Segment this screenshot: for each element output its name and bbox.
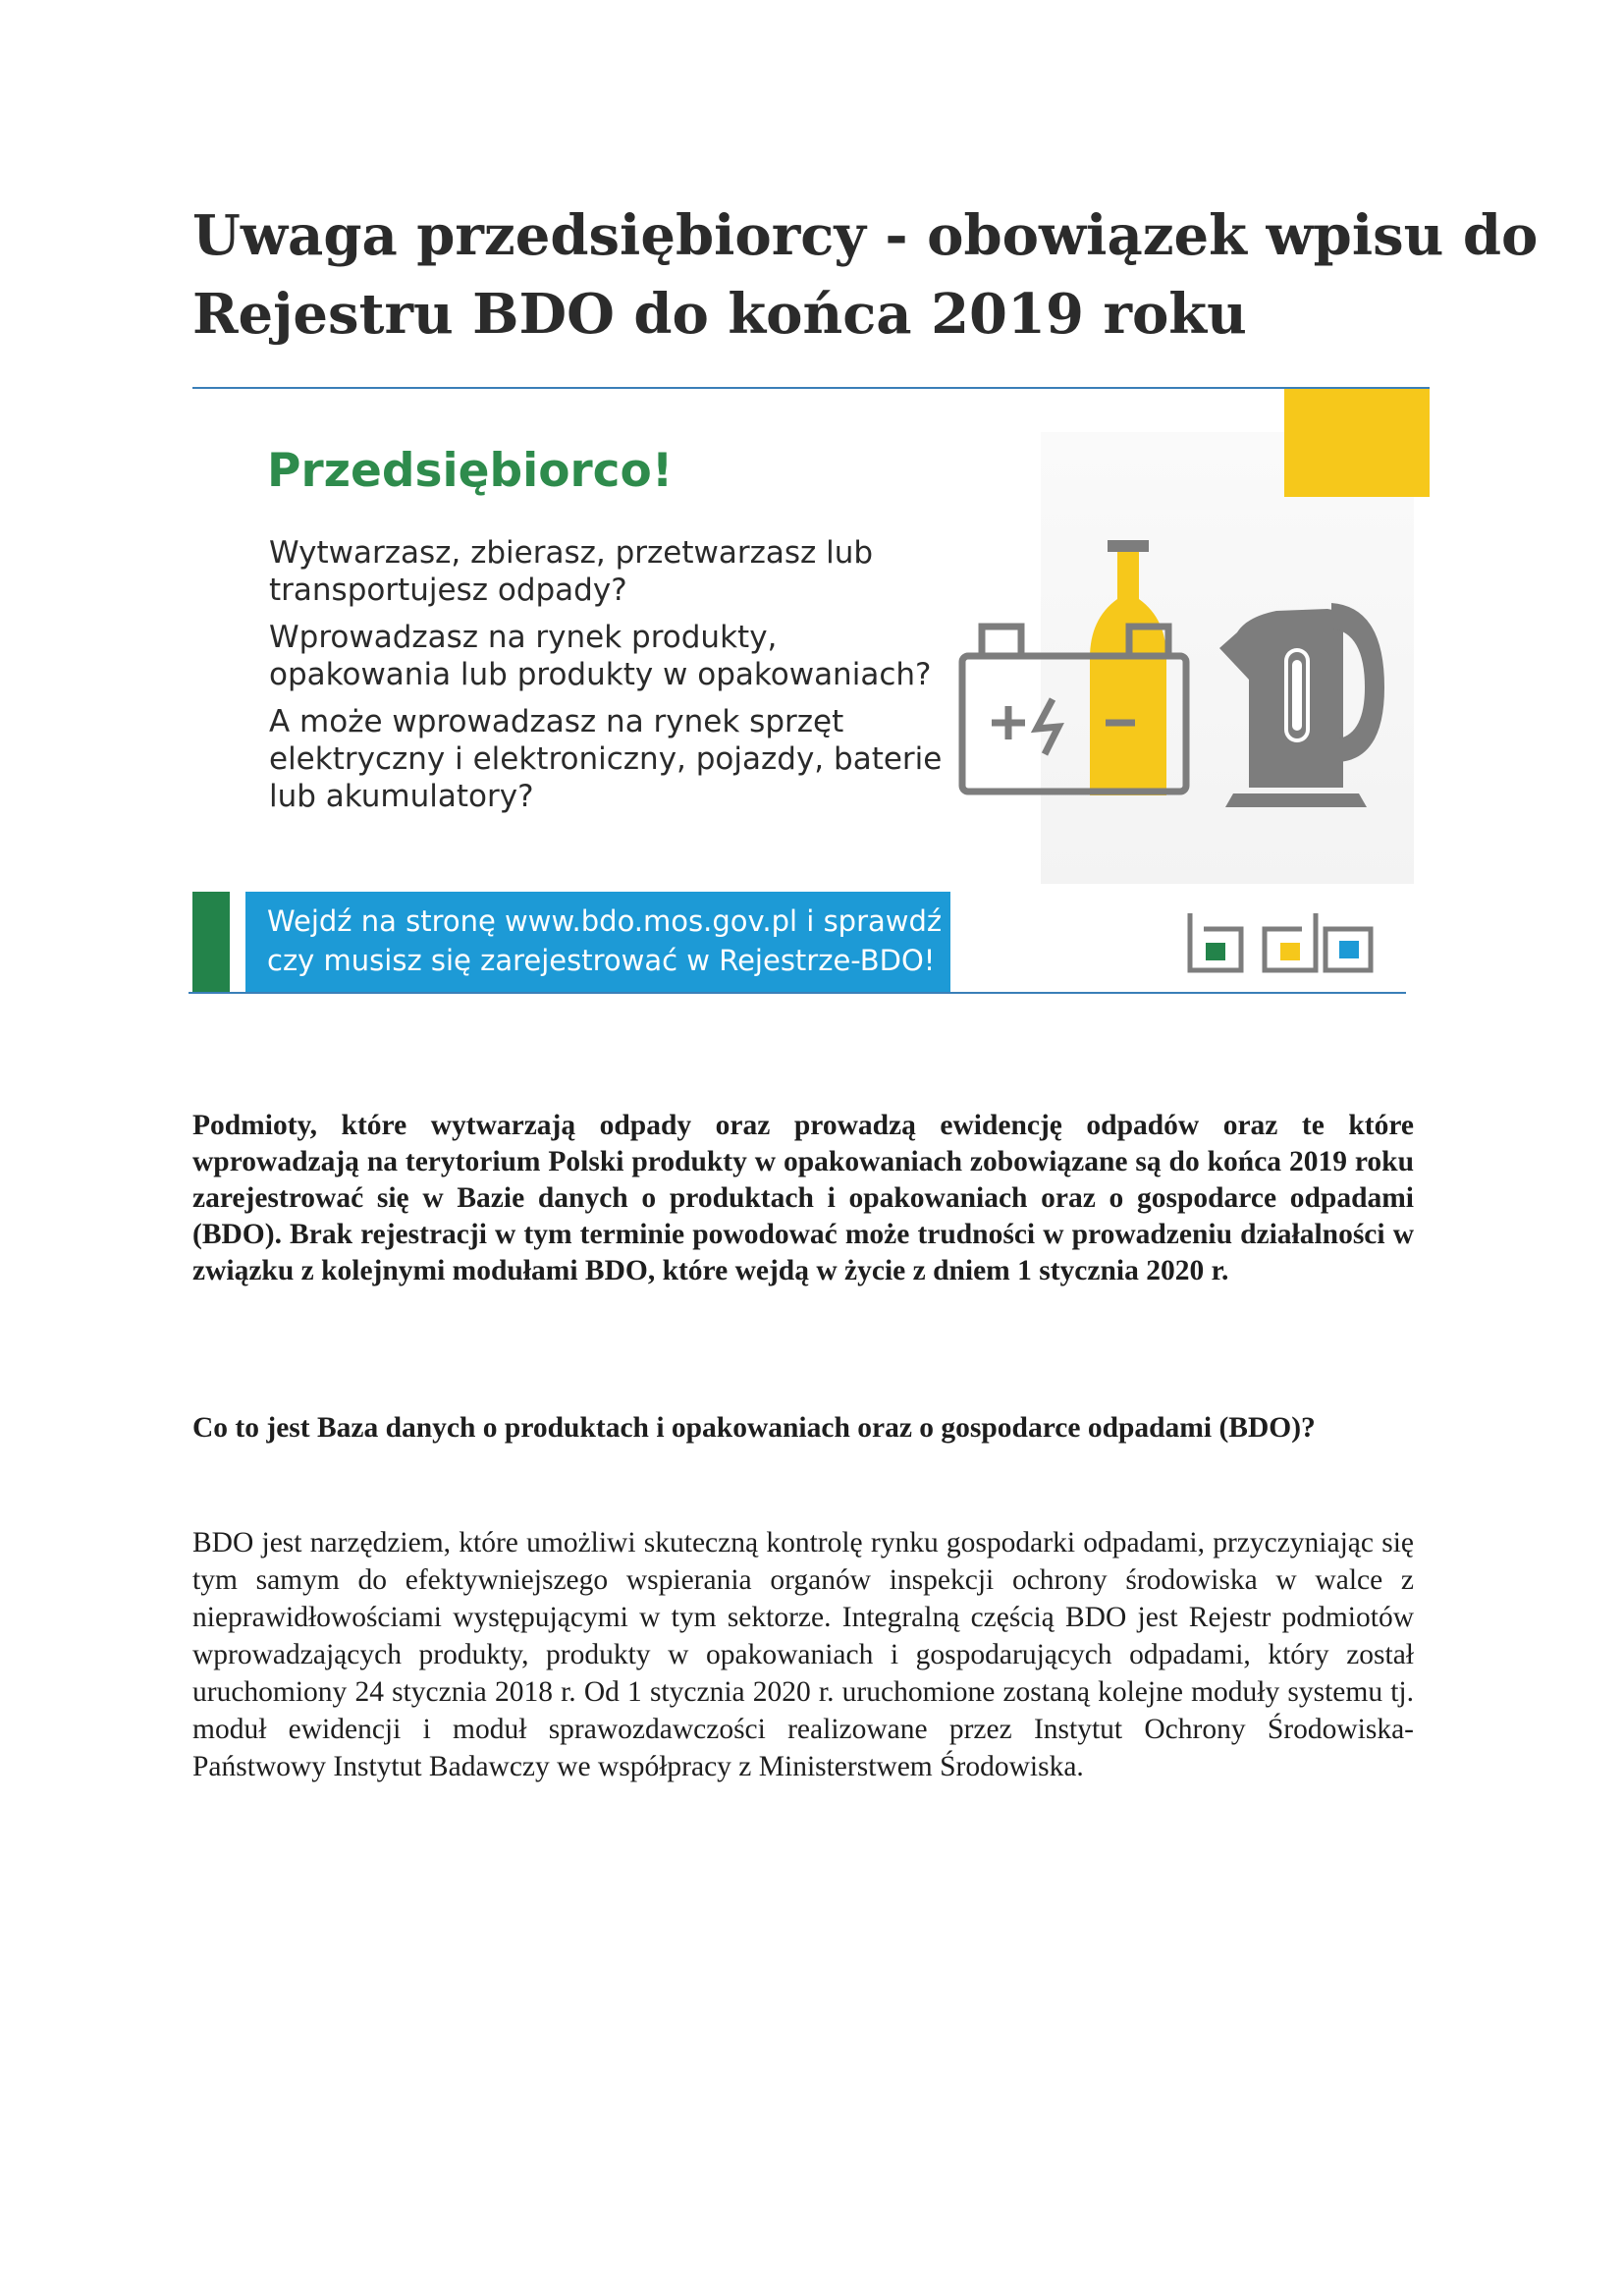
cta-line-2: czy musisz się zarejestrować w Rejestrze-BDO!	[267, 944, 936, 977]
banner-headline: Przedsiębiorco!	[267, 444, 674, 498]
kettle-icon	[1219, 603, 1384, 807]
banner-questions	[269, 534, 956, 825]
intro-paragraph: Podmioty, które wytwarzają odpady oraz prowadzą ewidencję odpadów oraz te które wprowadzają na terytorium Polski produkty w opakowaniach zobowiązane są do końca 2019 roku zarejestrować się w Bazie danych o produktach i opakowaniach oraz o gospodarce odpadami (BDO). Brak rejestracji w tym terminie powodować może trudności w prowadzeniu działalności w związku z kolejnymi modułami BDO, które wejdą w życie z dniem 1 stycznia 2020 r.	[192, 1110, 1414, 1286]
top-divider	[192, 387, 1430, 389]
banner-question-2: Wprowadzasz na rynek produkty, opakowania lub produkty w opakowaniach?	[269, 620, 932, 692]
page-title-line-2: Rejestru BDO do końca 2019 roku	[192, 282, 1247, 347]
bdo-logo-icon	[1184, 911, 1377, 974]
page-title	[192, 196, 1539, 354]
bottom-divider	[189, 992, 1406, 994]
waste-illustration	[943, 530, 1404, 825]
banner-question-1: Wytwarzasz, zbierasz, przetwarzasz lub transportujesz odpady?	[269, 535, 874, 608]
cta-accent-bar	[192, 892, 230, 994]
cta-banner	[245, 892, 950, 994]
bottle-icon	[1090, 540, 1166, 795]
body-paragraph: BDO jest narzędziem, które umożliwi skuteczną kontrolę rynku gospodarki odpadami, przyczyniając się tym samym do efektywniejszego wspierania organów inspekcji ochrony środowiska w walce z nieprawidłowościami występującymi w tym sektorze. Integralną częścią BDO jest Rejestr podmiotów wprowadzających produkty, produkty w opakowaniach i gospodarujących odpadami, który został uruchomiony 24 stycznia 2018 r. Od 1 stycznia 2020 r. uruchomione zostaną kolejne moduły systemu tj. moduł ewidencji i moduł sprawozdawczości realizowane przez Instytut Ochrony Środowiska-Państwowy Instytut Badawczy we współpracy z Ministerstwem Środowiska.	[192, 1527, 1414, 1782]
page-title-line-1: Uwaga przedsiębiorcy - obowiązek wpisu do	[192, 203, 1539, 268]
yellow-accent-block	[1284, 389, 1430, 497]
section-heading: Co to jest Baza danych o produktach i opakowaniach oraz o gospodarce odpadami (BDO)?	[192, 1412, 1316, 1444]
banner-question-3: A może wprowadzasz na rynek sprzęt elektryczny i elektroniczny, pojazdy, baterie lub akumulatory?	[269, 704, 943, 814]
cta-line-1: Wejdź na stronę www.bdo.mos.gov.pl i sprawdź	[267, 904, 943, 938]
